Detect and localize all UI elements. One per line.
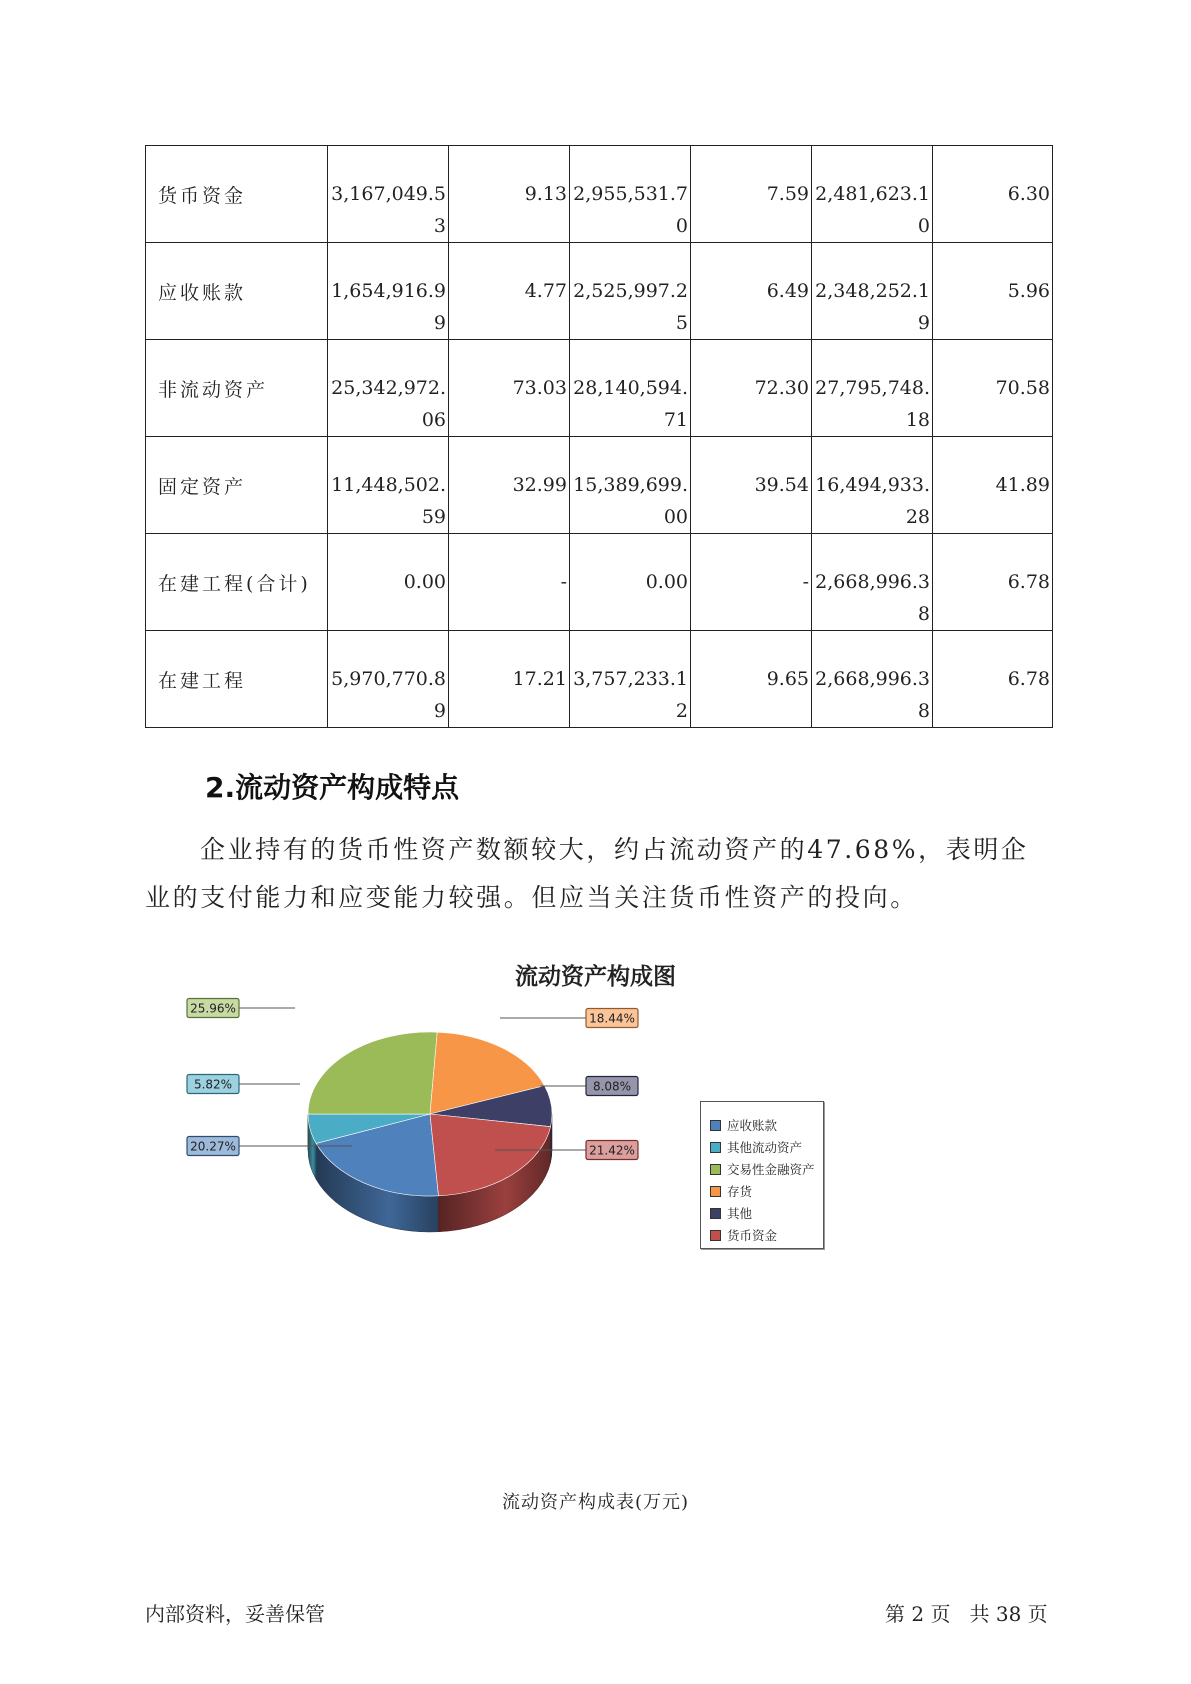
- row-label-text: 应收账款: [158, 281, 247, 304]
- chart-legend: [700, 1101, 824, 1249]
- percent-cell-text: 5.96: [1007, 280, 1050, 302]
- amount-cell-text: 27,795,748.18: [815, 377, 930, 431]
- amount-cell-text: 3,757,233.12: [573, 668, 688, 722]
- percent-cell-text: 9.13: [524, 183, 567, 205]
- amount-cell-text: 2,955,531.70: [573, 183, 688, 237]
- legend-item: [701, 1114, 823, 1136]
- footer-page-number: 第 2 页 共 38 页: [885, 1602, 1048, 1626]
- legend-swatch: [710, 1208, 721, 1219]
- legend-label: 货币资金: [727, 1228, 778, 1243]
- amount-cell-text: 2,481,623.10: [815, 183, 930, 237]
- legend-swatch: [710, 1120, 721, 1131]
- legend-item: [701, 1202, 823, 1224]
- data-label-1: 20.27%: [190, 1139, 236, 1154]
- table-caption: 流动资产构成表(万元): [501, 1492, 690, 1513]
- legend-item: [701, 1224, 823, 1246]
- percent-cell-text: 70.58: [995, 377, 1050, 399]
- data-label-4: 18.44%: [589, 1011, 635, 1026]
- amount-cell-text: 2,668,996.38: [815, 571, 930, 625]
- amount-cell-text: 5,970,770.89: [331, 668, 446, 722]
- row-label-text: 固定资产: [158, 475, 247, 498]
- section-heading: 2.流动资产构成特点: [205, 771, 460, 804]
- legend-swatch: [710, 1186, 721, 1197]
- amount-cell-text: 15,389,699.00: [573, 474, 688, 528]
- data-label-5: 8.08%: [592, 1079, 632, 1094]
- legend-swatch: [710, 1164, 721, 1175]
- percent-cell-text: 4.77: [524, 280, 567, 302]
- percent-cell-text: 7.59: [766, 183, 809, 205]
- amount-cell-text: 2,525,997.25: [573, 280, 688, 334]
- amount-cell-text: 28,140,594.71: [573, 377, 688, 431]
- percent-cell-text: 73.03: [512, 377, 567, 399]
- percent-cell-text: 72.30: [754, 377, 809, 399]
- row-label-text: 货币资金: [158, 184, 247, 207]
- percent-cell-text: 6.30: [1007, 183, 1050, 205]
- amount-cell-text: 2,668,996.38: [815, 668, 930, 722]
- footer-left: 内部资料，妥善保管: [145, 1602, 325, 1626]
- legend-item: [701, 1158, 823, 1180]
- amount-cell-text: 3,167,049.53: [331, 183, 446, 237]
- percent-cell-text: 41.89: [995, 474, 1050, 496]
- legend-swatch: [710, 1142, 721, 1153]
- data-label-3: 25.96%: [190, 1001, 236, 1016]
- legend-label: 其他: [727, 1206, 753, 1221]
- data-label-2: 5.82%: [193, 1077, 233, 1092]
- legend-item: [701, 1136, 823, 1158]
- percent-cell-text: 6.78: [1007, 571, 1050, 593]
- amount-cell-text: 0.00: [403, 571, 446, 593]
- amount-cell-text: 0.00: [645, 571, 688, 593]
- section-paragraph: 企业持有的货币性资产数额较大，约占流动资产的47.68%，表明企业的支付能力和应变能力较强。但应当关注货币性资产的投向。: [145, 835, 1029, 912]
- legend-label: 其他流动资产: [727, 1140, 803, 1155]
- amount-cell-text: 16,494,933.28: [815, 474, 930, 528]
- percent-cell-text: 32.99: [512, 474, 567, 496]
- percent-cell-text: -: [802, 571, 809, 593]
- percent-cell-text: 39.54: [754, 474, 809, 496]
- legend-label: 交易性金融资产: [727, 1162, 815, 1177]
- row-label-text: 非流动资产: [158, 378, 269, 401]
- legend-item: [701, 1180, 823, 1202]
- legend-label: 应收账款: [727, 1118, 778, 1133]
- row-label-text: 在建工程: [158, 669, 247, 692]
- percent-cell-text: 17.21: [512, 668, 567, 690]
- row-label-text: 在建工程(合计): [158, 572, 311, 595]
- percent-cell-text: 6.49: [766, 280, 809, 302]
- amount-cell-text: 2,348,252.19: [815, 280, 930, 334]
- percent-cell-text: 6.78: [1007, 668, 1050, 690]
- percent-cell-text: 9.65: [766, 668, 809, 690]
- pie-slice-3: [308, 1032, 437, 1114]
- pie-top: [308, 1032, 552, 1196]
- amount-cell-text: 11,448,502.59: [331, 474, 446, 528]
- data-label-6: 21.42%: [589, 1143, 635, 1158]
- amount-cell-text: 25,342,972.06: [331, 377, 446, 431]
- percent-cell-text: -: [560, 571, 567, 593]
- legend-label: 存货: [727, 1184, 753, 1199]
- chart-title: 流动资产构成图: [515, 964, 676, 990]
- amount-cell-text: 1,654,916.99: [331, 280, 446, 334]
- legend-swatch: [710, 1230, 721, 1241]
